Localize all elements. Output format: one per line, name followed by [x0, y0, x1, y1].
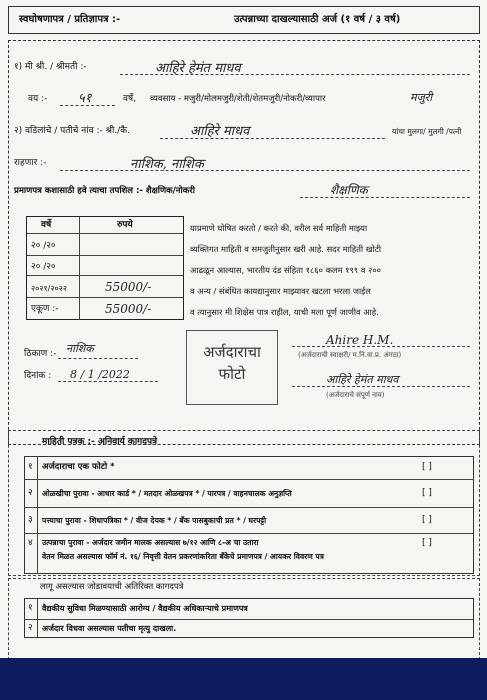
doc-no: ३: [28, 515, 33, 525]
doc-item: पत्त्याचा पुरावा - शिधापत्रिका * / वीज देयक * / बँक पासबुकाची प्रत * / घरपट्टी: [42, 516, 267, 525]
doc-checkbox[interactable]: [ ]: [422, 462, 432, 472]
additional-title: लागू असल्यास जोडावयाची अतिरिक्त कागदपत्रे: [40, 582, 184, 592]
place-label: ठिकाण :-: [24, 349, 57, 359]
doc-item: अर्जदाराचा एक फोटो *: [42, 462, 115, 472]
residence-label: राहणार :-: [14, 158, 47, 168]
name-caption: (अर्जदाराचे संपूर्ण नाव): [326, 391, 385, 399]
declaration-line: व अन्य / संबंधित कायद्यानुसार माझ्यावर खटला भरला जाईल: [190, 286, 371, 296]
declaration-line: व्यक्तिगत माहिती व समजुतीनुसार खरी आहे. सदर माहिती खोटी: [190, 244, 382, 254]
form-header: [8, 6, 480, 34]
header-right: उत्पन्नाच्या दाखल्यासाठी अर्ज (१ वर्ष / ३ वर्ष): [234, 14, 401, 25]
years-label: वर्षे,: [123, 94, 137, 104]
doc-item: ओळखीचा पुरावा - आधार कार्ड * / मतदार ओळखपत्र * / पारपत्र / वाहनचालक अनुज्ञप्ति: [42, 489, 292, 498]
header-amount: रुपये: [117, 220, 133, 230]
full-name: आहिरे हेमंत माधव: [326, 373, 399, 386]
doc-item-line2: वेतन मिळत असल्यास फॉर्म नं. १६/ निवृत्ती वेतन प्रकरणांकरिता बँकेचे प्रमाणपत्र / आयकर विवरण पत्र: [42, 552, 324, 561]
doc-no: २: [28, 488, 33, 498]
additional-no: १: [28, 603, 33, 613]
header-left: स्वघोषणापत्र / प्रतिज्ञापत्र :-: [19, 14, 121, 25]
doc-checkbox[interactable]: [ ]: [422, 538, 432, 548]
date-value: 8 / 1 /2022: [70, 368, 130, 381]
additional-item: वैद्यकीय सुविधा मिळण्यासाठी आरोग्य / वैद्यकीय अधिकाऱ्याचे प्रमाणपत्र: [42, 604, 248, 613]
row-year: २० /२०: [31, 241, 56, 251]
applicant-name-label: १) मी श्री. / श्रीमती :-: [14, 62, 87, 72]
signature: Ahire H.M.: [326, 333, 394, 347]
declaration-line: व त्यानुसार मी शिक्षेस पात्र राहील, याची मला पूर्ण जाणीव आहे.: [190, 307, 379, 317]
occupation-value: मजुरी: [410, 91, 433, 104]
row-amount: 55000/-: [105, 280, 152, 294]
applicant-name: आहिरे हेमंत माधव: [155, 61, 241, 76]
photo-label: अर्जदाराचा: [203, 343, 261, 361]
doc-item: उत्पन्नाचा पुरावा - अर्जदार जमीन मालक असल्यास ७/१२ आणि ८-अ चा उतारा: [42, 538, 259, 547]
total-value: 55000/-: [105, 302, 152, 316]
photo-box: [186, 330, 278, 405]
residence-value: नाशिक, नाशिक: [130, 157, 204, 172]
place-value: नाशिक: [66, 342, 94, 355]
declaration: [190, 218, 475, 323]
age-value: ५१: [78, 91, 92, 106]
doc-checkbox[interactable]: [ ]: [422, 515, 432, 525]
row-year: २०२१/२०२२: [31, 284, 67, 293]
doc-checkbox[interactable]: [ ]: [422, 488, 432, 498]
place-line: [58, 358, 138, 359]
sign-caption: (अर्जदाराची स्वाक्षरी/ म.नि.वा.प्र. अंगठा): [298, 351, 402, 359]
photo-label: फोटो: [218, 365, 246, 383]
father-line: [160, 138, 385, 139]
age-line: [60, 105, 115, 106]
scan-background: [0, 658, 487, 700]
row-year: २० /२०: [31, 262, 56, 272]
total-label: एकूण :-: [31, 304, 59, 314]
occupation-label: व्यवसाय - मजुरी/मोलमजुरी/शेती/शेतमजुरी/नोकरी/व्यापार: [150, 94, 326, 104]
income-table: [26, 216, 184, 320]
additional-no: २: [28, 623, 33, 633]
info-title: माहिती पत्रक :- अनिवार्य कागदपत्रे: [42, 437, 158, 447]
additional-item: अर्जदार विधवा असल्यास पतीचा मृत्यु दाखला.: [42, 624, 177, 633]
date-line: [58, 381, 158, 382]
date-label: दिनांक :: [24, 371, 52, 381]
relation-label: यांचा मुलगा/ मुलगी /पत्नी: [392, 127, 462, 136]
father-name: आहिरे माधव: [190, 124, 250, 139]
declaration-line: आढळून आल्यास, भारतीय दंड संहिता १८६० कलम १९९ व २००: [190, 265, 381, 275]
father-label: २) वडिलांचे / पतीचे नांव :- श्री./कै.: [14, 126, 130, 136]
purpose-label: प्रमाणपत्र कशासाठी हवे त्याचा तपशिल :- शैक्षणिक/नोकरी: [14, 186, 195, 196]
full-name-line: [292, 386, 470, 387]
doc-no: ४: [28, 538, 33, 548]
header-years: वर्षे: [41, 220, 52, 230]
declaration-line: याप्रमाणे घोषित करतो / करते की, वरील सर्व माहिती माझ्या: [190, 223, 368, 233]
residence-line: [60, 170, 470, 171]
sign-line: [292, 346, 470, 347]
age-label: वय :-: [28, 94, 48, 104]
purpose-value: शैक्षणिक: [330, 183, 368, 197]
name-line: [120, 74, 470, 75]
doc-no: १: [28, 462, 33, 472]
purpose-line: [300, 197, 470, 198]
